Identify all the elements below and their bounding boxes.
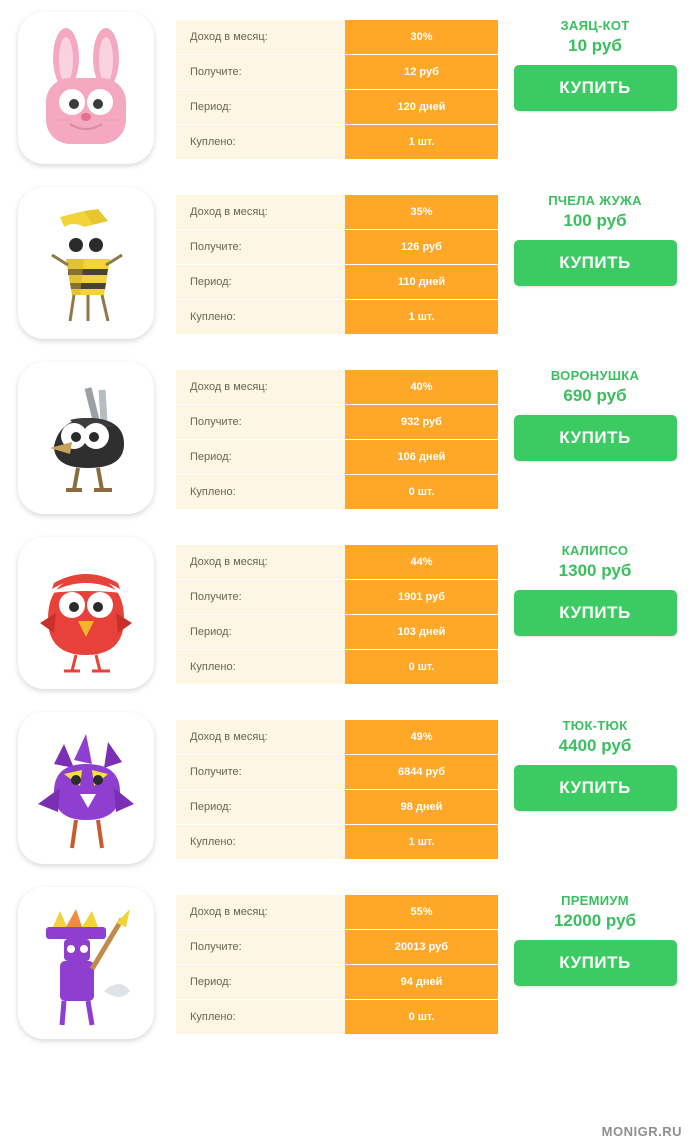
purchase-panel xyxy=(498,718,700,811)
stat-value-bought: 0 шт. xyxy=(345,1000,498,1034)
stat-label-income: Доход в месяц: xyxy=(176,195,345,229)
table-row xyxy=(176,1000,498,1034)
table-row xyxy=(176,930,498,964)
table-row xyxy=(176,55,498,89)
stats-table xyxy=(176,720,498,859)
purchase-panel xyxy=(498,368,700,461)
table-row xyxy=(176,580,498,614)
red-bird-icon xyxy=(30,549,142,677)
stat-value-income: 35% xyxy=(345,195,498,229)
stat-value-receive: 932 руб xyxy=(345,405,498,439)
table-row xyxy=(176,650,498,684)
stat-value-period: 106 дней xyxy=(345,440,498,474)
page-title: ТЮК-ТЮК xyxy=(562,718,628,733)
stat-label-receive: Получите: xyxy=(176,580,345,614)
stat-label-bought: Куплено: xyxy=(176,650,345,684)
pet-avatar-card[interactable] xyxy=(18,537,154,689)
table-row xyxy=(176,965,498,999)
stat-value-income: 44% xyxy=(345,545,498,579)
stat-value-receive: 1901 руб xyxy=(345,580,498,614)
stat-value-bought: 1 шт. xyxy=(345,125,498,159)
stat-label-bought: Куплено: xyxy=(176,825,345,859)
stat-value-income: 49% xyxy=(345,720,498,754)
buy-button[interactable]: КУПИТЬ xyxy=(514,240,677,286)
purchase-panel xyxy=(498,18,700,111)
pet-price: 1300 руб xyxy=(558,561,632,580)
stat-label-period: Период: xyxy=(176,965,345,999)
stats-table xyxy=(176,20,498,159)
list-item xyxy=(0,525,700,700)
stats-table xyxy=(176,370,498,509)
stat-label-income: Доход в месяц: xyxy=(176,895,345,929)
buy-button[interactable]: КУПИТЬ xyxy=(514,415,677,461)
table-row xyxy=(176,195,498,229)
table-row xyxy=(176,125,498,159)
stat-value-bought: 1 шт. xyxy=(345,300,498,334)
pet-price: 100 руб xyxy=(563,211,627,230)
page-title: КАЛИПСО xyxy=(561,543,629,558)
pet-avatar-card[interactable] xyxy=(18,712,154,864)
stat-value-receive: 20013 руб xyxy=(345,930,498,964)
buy-button[interactable]: КУПИТЬ xyxy=(514,765,677,811)
pet-price: 10 руб xyxy=(568,36,622,55)
pet-avatar-card[interactable] xyxy=(18,887,154,1039)
table-row xyxy=(176,300,498,334)
table-row xyxy=(176,440,498,474)
stat-value-income: 40% xyxy=(345,370,498,404)
page-title: ПЧЕЛА ЖУЖА xyxy=(548,193,642,208)
stat-label-receive: Получите: xyxy=(176,405,345,439)
stat-value-period: 98 дней xyxy=(345,790,498,824)
purple-premium-icon xyxy=(30,899,142,1027)
stat-value-period: 94 дней xyxy=(345,965,498,999)
stat-label-income: Доход в месяц: xyxy=(176,545,345,579)
pet-avatar-card[interactable] xyxy=(18,362,154,514)
stat-label-period: Период: xyxy=(176,90,345,124)
watermark: MONIGR.RU xyxy=(601,1124,682,1139)
list-item xyxy=(0,0,700,175)
stat-label-receive: Получите: xyxy=(176,930,345,964)
table-row xyxy=(176,545,498,579)
list-item xyxy=(0,875,700,1050)
purchase-panel xyxy=(498,893,700,986)
stat-label-period: Период: xyxy=(176,790,345,824)
list-item xyxy=(0,700,700,875)
stat-label-income: Доход в месяц: xyxy=(176,720,345,754)
stat-label-income: Доход в месяц: xyxy=(176,20,345,54)
table-row xyxy=(176,895,498,929)
list-item xyxy=(0,350,700,525)
buy-button[interactable]: КУПИТЬ xyxy=(514,590,677,636)
pet-avatar-card[interactable] xyxy=(18,187,154,339)
stat-label-receive: Получите: xyxy=(176,755,345,789)
stat-label-receive: Получите: xyxy=(176,230,345,264)
table-row xyxy=(176,720,498,754)
page-title: ПРЕМИУМ xyxy=(561,893,629,908)
stat-value-receive: 12 руб xyxy=(345,55,498,89)
page-title: ВОРОНУШКА xyxy=(550,368,640,383)
stat-value-bought: 1 шт. xyxy=(345,825,498,859)
stat-label-bought: Куплено: xyxy=(176,300,345,334)
pet-price: 12000 руб xyxy=(553,911,637,930)
yellow-bee-icon xyxy=(30,199,142,327)
purple-bird-icon xyxy=(30,724,142,852)
table-row xyxy=(176,370,498,404)
table-row xyxy=(176,230,498,264)
table-row xyxy=(176,790,498,824)
stat-value-bought: 0 шт. xyxy=(345,650,498,684)
stats-table xyxy=(176,545,498,684)
pet-avatar-card[interactable] xyxy=(18,12,154,164)
purchase-panel xyxy=(498,543,700,636)
black-crow-icon xyxy=(30,374,142,502)
stat-value-period: 103 дней xyxy=(345,615,498,649)
stat-value-income: 30% xyxy=(345,20,498,54)
list-item xyxy=(0,175,700,350)
stat-label-receive: Получите: xyxy=(176,55,345,89)
stat-value-period: 120 дней xyxy=(345,90,498,124)
table-row xyxy=(176,20,498,54)
table-row xyxy=(176,405,498,439)
stat-value-period: 110 дней xyxy=(345,265,498,299)
stat-value-income: 55% xyxy=(345,895,498,929)
table-row xyxy=(176,755,498,789)
table-row xyxy=(176,265,498,299)
stat-label-period: Период: xyxy=(176,615,345,649)
stat-label-bought: Куплено: xyxy=(176,1000,345,1034)
purchase-panel xyxy=(498,193,700,286)
table-row xyxy=(176,825,498,859)
stats-table xyxy=(176,195,498,334)
stat-value-receive: 6844 руб xyxy=(345,755,498,789)
page-title: ЗАЯЦ-КОТ xyxy=(560,18,630,33)
table-row xyxy=(176,475,498,509)
pink-bunny-icon xyxy=(30,24,142,152)
table-row xyxy=(176,90,498,124)
stat-label-period: Период: xyxy=(176,440,345,474)
buy-button[interactable]: КУПИТЬ xyxy=(514,65,677,111)
pet-price: 4400 руб xyxy=(558,736,632,755)
stats-table xyxy=(176,895,498,1034)
stat-label-income: Доход в месяц: xyxy=(176,370,345,404)
stat-value-bought: 0 шт. xyxy=(345,475,498,509)
stat-label-bought: Куплено: xyxy=(176,125,345,159)
stat-value-receive: 126 руб xyxy=(345,230,498,264)
stat-label-period: Период: xyxy=(176,265,345,299)
pet-price: 690 руб xyxy=(563,386,627,405)
table-row xyxy=(176,615,498,649)
buy-button[interactable]: КУПИТЬ xyxy=(514,940,677,986)
stat-label-bought: Куплено: xyxy=(176,475,345,509)
